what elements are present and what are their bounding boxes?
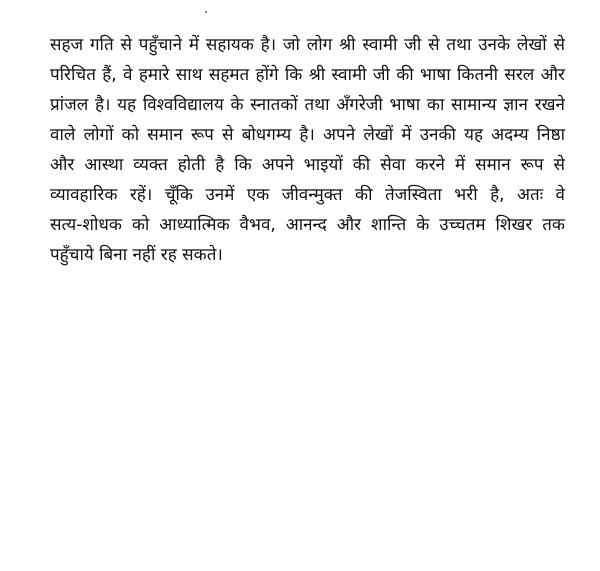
paragraph [50,30,565,270]
text-line-2: परिचित हैं, वे हमारे साथ सहमत होंगे कि श्री स्वामी जी की भाषा कितनी सरल और [50,65,565,85]
text-line-4: वाले लोगों को समान रूप से बोधगम्य है। अपने लेखों में उनकी यह अदम्य निष्ठा [50,125,565,145]
text-line-7: सत्य-शोधक को आध्यात्मिक वैभव, आनन्द और शान्ति के उच्चतम शिखर तक [50,215,565,235]
text-line-6: व्यावहारिक रहें। चूँकि उनमें एक जीवन्मुक्त की तेजस्विता भरी है, अतः वे [50,185,565,205]
text-line-3: प्रांजल है। यह विश्वविद्यालय के स्नातकों तथा अँगरेजी भाषा का सामान्य ज्ञान रखने [50,95,565,115]
text-line-1: सहज गति से पहुँचाने में सहायक है। जो लोग श्री स्वामी जी से तथा उनके लेखों से [50,35,565,55]
text-line-8: पहुँचाये बिना नहीं रह सकते। [50,245,223,265]
text-line-5: और आस्था व्यक्त होती है कि अपने भाइयों की सेवा करने में समान रूप से [50,155,565,175]
scan-speck [205,11,207,13]
